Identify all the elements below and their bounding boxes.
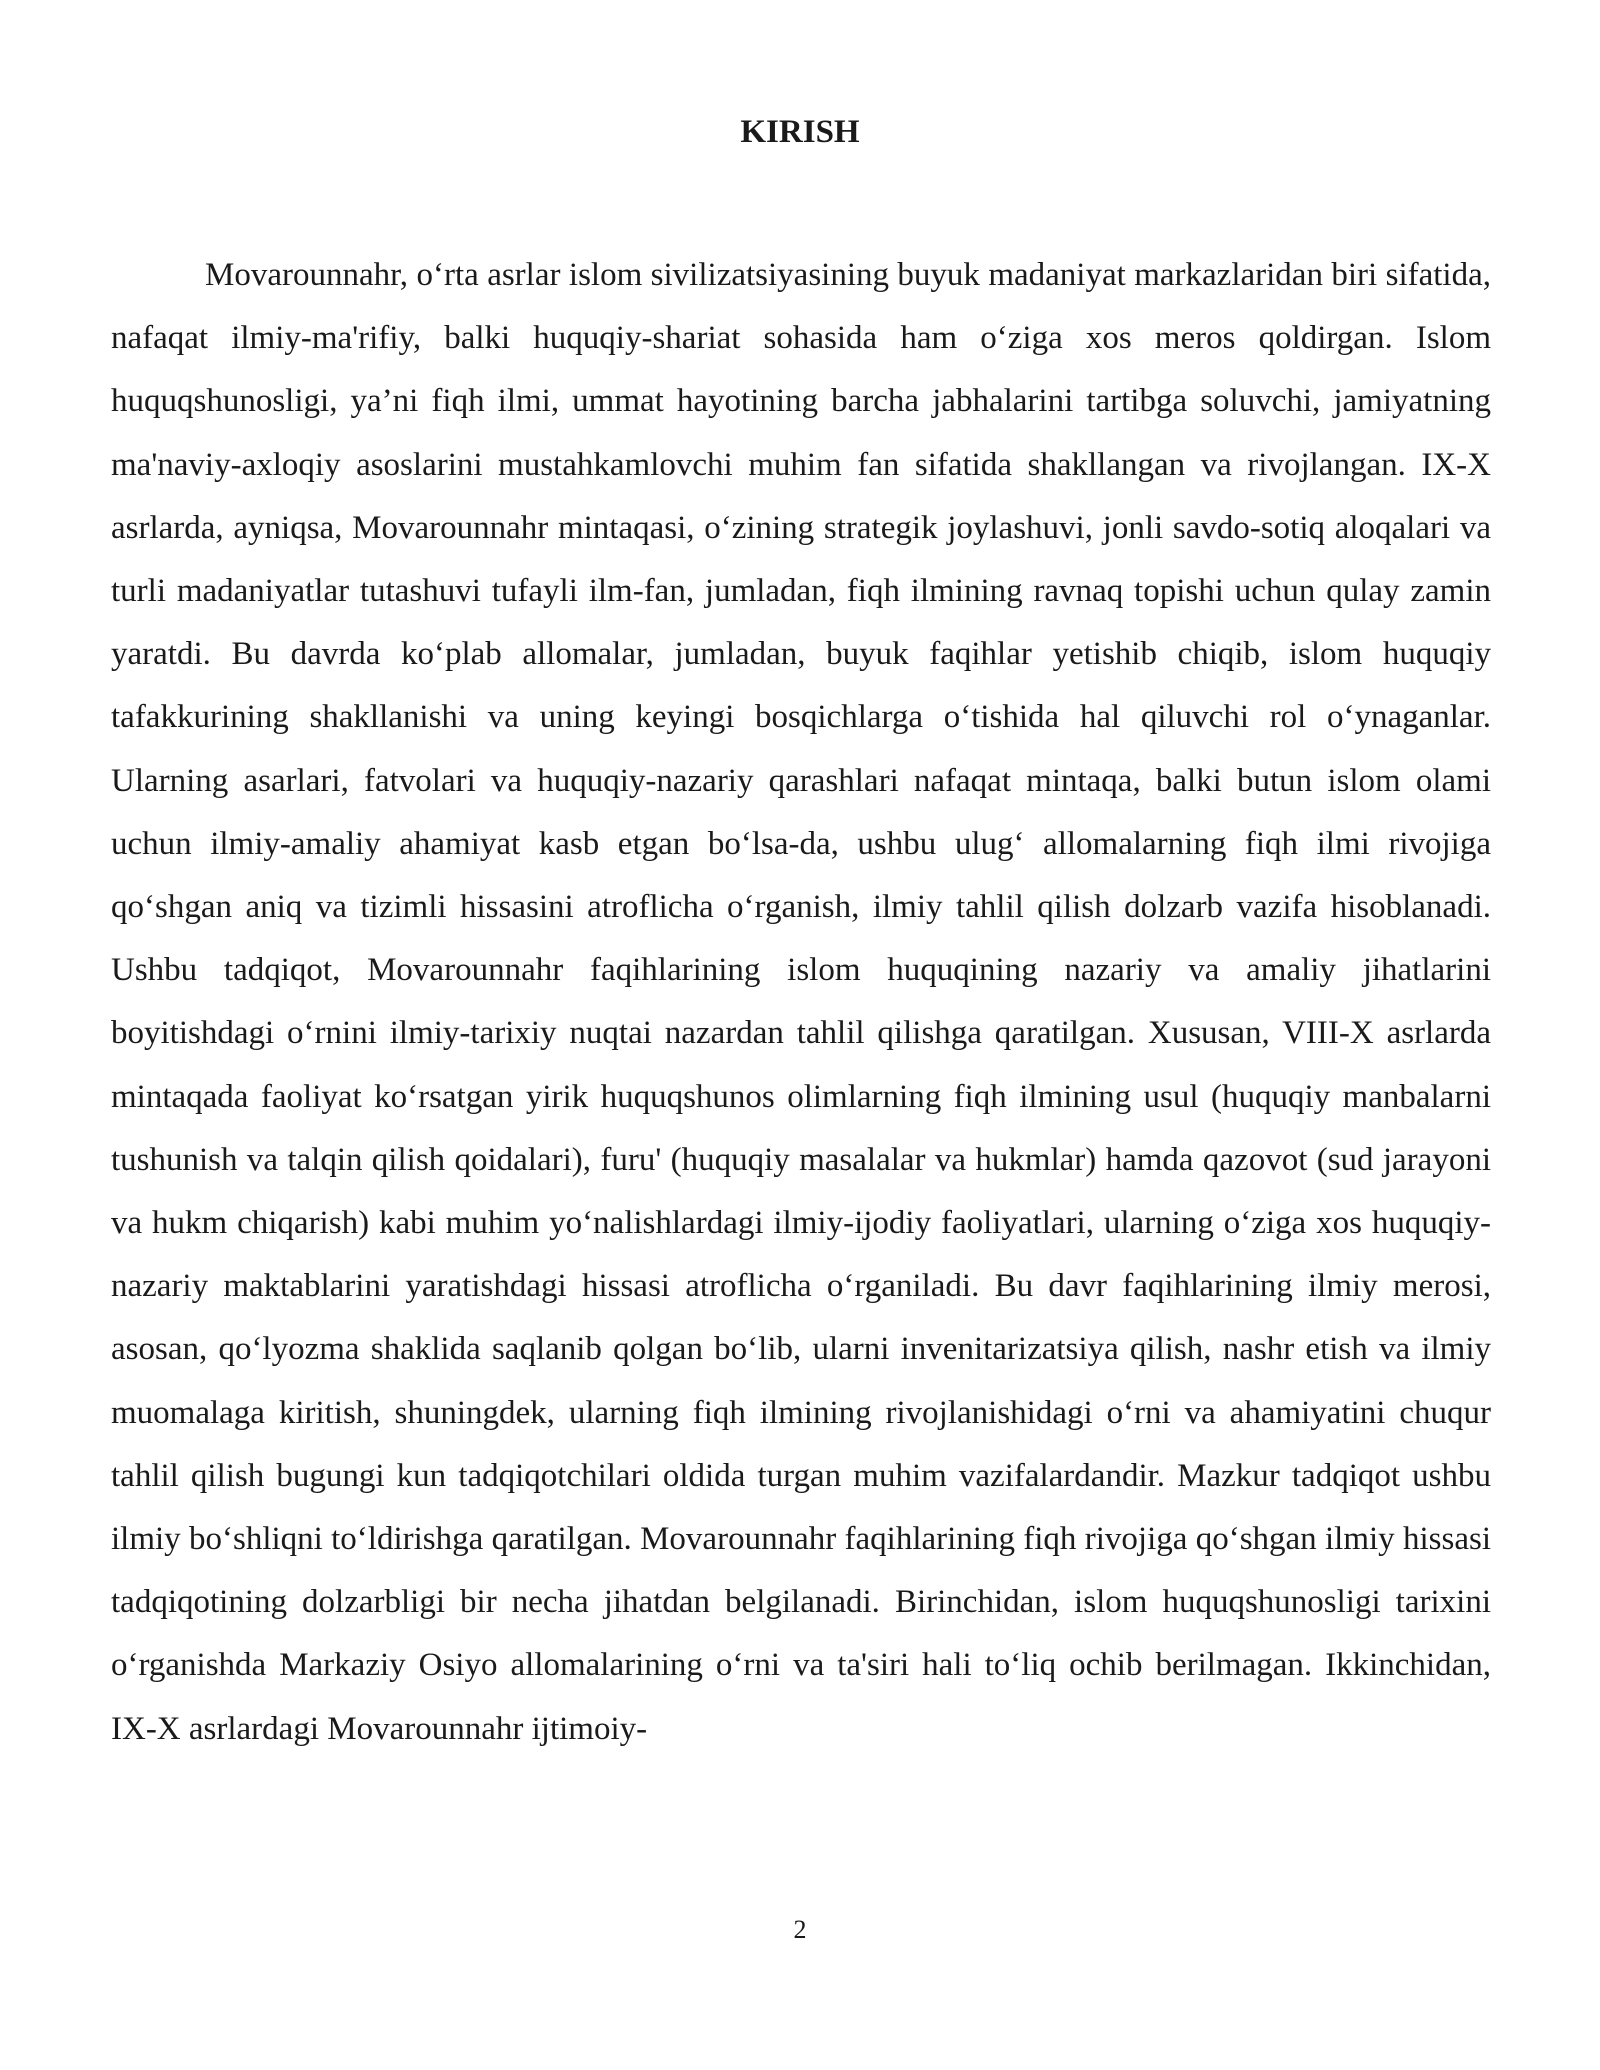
page-title: KIRISH bbox=[740, 114, 860, 150]
page-number: 2 bbox=[793, 1915, 807, 1944]
body-paragraph: Movarounnahr, o‘rta asrlar islom sivilizatsiyasining buyuk madaniyat markazlaridan biri sifatida, nafaqat ilmiy-ma'rifiy, balki huquqiy-shariat sohasida ham o‘ziga xos meros qoldirgan. Islom huquqshunosligi, ya’ni fiqh ilmi, ummat hayotining barcha jabhalarini tartibga soluvchi, jamiyatning ma'naviy-axloqiy asoslarini mustahkamlovchi muhim fan sifatida shakllangan va rivojlangan. IX-X asrlarda, ayniqsa, Movarounnahr mintaqasi, o‘zining strategik joylashuvi, jonli savdo-sotiq aloqalari va turli madaniyatlar tutashuvi tufayli ilm-fan, jumladan, fiqh ilmining ravnaq topishi uchun qulay zamin yaratdi. Bu davrda ko‘plab allomalar, jumladan, buyuk faqihlar yetishib chiqib, islom huquqiy tafakkurining shakllanishi va uning keyingi bosqichlarga o‘tishida hal qiluvchi rol o‘ynaganlar. Ularning asarlari, fatvolari va huquqiy-nazariy qarashlari nafaqat mintaqa, balki butun islom olami uchun ilmiy-amaliy ahamiyat kasb etgan bo‘lsa-da, ushbu ulug‘ allomalarning fiqh ilmi rivojiga qo‘shgan aniq va tizimli hissasini atroflicha o‘rganish, ilmiy tahlil qilish dolzarb vazifa hisoblanadi. Ushbu tadqiqot, Movarounnahr faqihlarining islom huquqining nazariy va amaliy jihatlarini boyitishdagi o‘rnini ilmiy-tarixiy nuqtai nazardan tahlil qilishga qaratilgan. Xususan, VIII-X asrlarda mintaqada faoliyat ko‘rsatgan yirik huquqshunos olimlarning fiqh ilmining usul (huquqiy manbalarni tushunish va talqin qilish qoidalari), furu' (huquqiy masalalar va hukmlar) hamda qazovot (sud jarayoni va hukm chiqarish) kabi muhim yo‘nalishlardagi ilmiy-ijodiy faoliyatlari, ularning o‘ziga xos huquqiy-nazariy maktablarini yaratishdagi hissasi atroflicha o‘rganiladi. Bu davr faqihlarining ilmiy merosi, asosan, qo‘lyozma shaklida saqlanib qolgan bo‘lib, ularni invenitarizatsiya qilish, nashr etish va ilmiy muomalaga kiritish, shuningdek, ularning fiqh ilmining rivojlanishidagi o‘rni va ahamiyatini chuqur tahlil qilish bugungi kun tadqiqotchilari oldida turgan muhim vazifalardandir. Mazkur tadqiqot ushbu ilmiy bo‘shliqni to‘ldirishga qaratilgan. Movarounnahr faqihlarining fiqh rivojiga qo‘shgan ilmiy hissasi tadqiqotining dolzarbligi bir necha jihatdan belgilanadi. Birinchidan, islom huquqshunosligi tarixini o‘rganishda Markaziy Osiyo allomalarining o‘rni va ta'siri hali to‘liq ochib berilmagan. Ikkinchidan, IX-X asrlardagi Movarounnahr ijtimoiy- bbox=[111, 257, 1491, 1747]
